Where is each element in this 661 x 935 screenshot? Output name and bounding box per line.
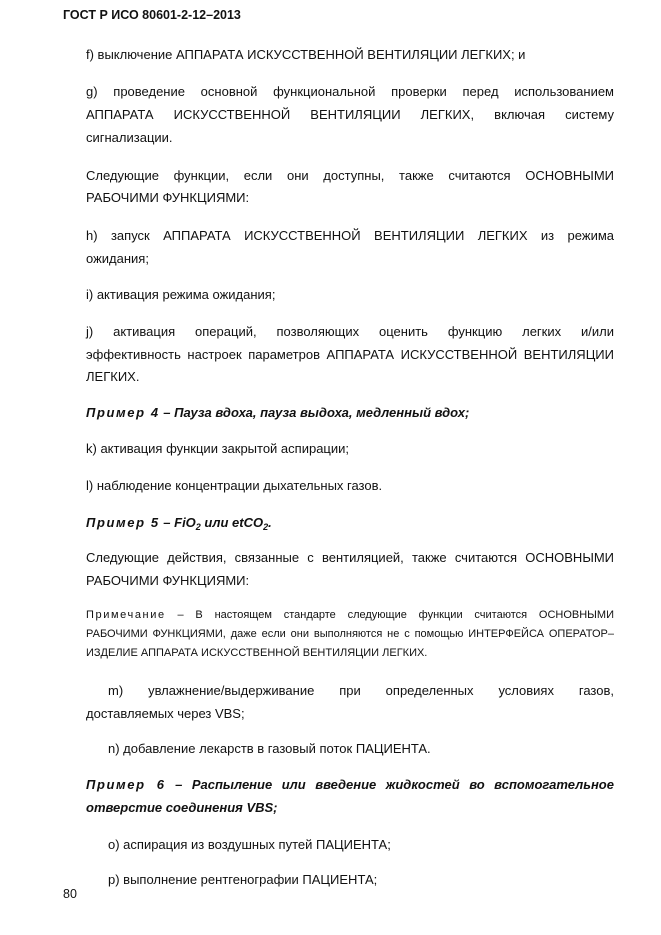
list-item-p: p) выполнение рентгенографии ПАЦИЕНТА; xyxy=(108,872,378,887)
list-item-n: n) добавление лекарств в газовый поток ПАЦИЕНТА. xyxy=(108,741,431,756)
list-item-m-line1: m) увлажнение/выдерживание при определенных условиях газов, xyxy=(108,683,614,698)
example-5-sub-a: 2 xyxy=(195,522,201,532)
example-4-text: – Пауза вдоха, пауза выдоха, медленный вдох; xyxy=(159,405,470,420)
example-5-text-b: или etCO xyxy=(200,515,264,530)
example-5-label: Пример 5 xyxy=(86,515,160,530)
paragraph-ventilation-actions-line1: Следующие действия, связанные с вентиляцией, также считаются ОСНОВНЫМИ xyxy=(86,550,614,565)
list-item-k: k) активация функции закрытой аспирации; xyxy=(86,441,350,456)
document-header: ГОСТ Р ИСО 80601-2-12–2013 xyxy=(63,8,241,22)
paragraph-basic-functions-line1: Следующие функции, если они доступны, также считаются ОСНОВНЫМИ xyxy=(86,168,614,183)
example-6-line2: отверстие соединения VBS; xyxy=(86,800,278,815)
list-item-j-line1: j) активация операций, позволяющих оценить функцию легких и/или xyxy=(86,324,614,339)
example-6-label: Пример 6 xyxy=(86,777,166,792)
example-6-text: – Распыление или введение жидкостей во вспомогательное xyxy=(165,777,614,792)
list-item-i: i) активация режима ожидания; xyxy=(86,287,276,302)
example-5-text-a: – FiO xyxy=(159,515,196,530)
list-item-h-line1: h) запуск АППАРАТА ИСКУССТВЕННОЙ ВЕНТИЛЯЦИИ ЛЕГКИХ из режима xyxy=(86,228,614,243)
note-line1-text: – В настоящем стандарте следующие функции считаются ОСНОВНЫМИ xyxy=(165,609,614,621)
list-item-l: l) наблюдение концентрации дыхательных газов. xyxy=(86,478,383,493)
note-line1 xyxy=(86,608,614,623)
list-item-j-line3: ЛЕГКИХ. xyxy=(86,369,140,384)
list-item-g-line1: g) проведение основной функциональной проверки перед использованием xyxy=(86,84,614,99)
list-item-g-line2: АППАРАТА ИСКУССТВЕННОЙ ВЕНТИЛЯЦИИ ЛЕГКИХ, включая систему xyxy=(86,107,614,122)
note-line3: ИЗДЕЛИЕ АППАРАТА ИСКУССТВЕННОЙ ВЕНТИЛЯЦИИ ЛЕГКИХ. xyxy=(86,647,428,659)
paragraph-basic-functions-line2: РАБОЧИМИ ФУНКЦИЯМИ: xyxy=(86,190,250,205)
example-6-line1 xyxy=(86,777,614,792)
example-5-text-c: . xyxy=(268,515,272,530)
example-4 xyxy=(86,405,614,420)
note-label: Примечание xyxy=(86,609,166,621)
list-item-m-line2: доставляемых через VBS; xyxy=(86,706,245,721)
list-item-f: f) выключение АППАРАТА ИСКУССТВЕННОЙ ВЕНТИЛЯЦИИ ЛЕГКИХ; и xyxy=(86,47,526,62)
note-line2: РАБОЧИМИ ФУНКЦИЯМИ, даже если они выполняются не с помощью ИНТЕРФЕЙСА ОПЕРАТОР– xyxy=(86,628,614,640)
list-item-g-line3: сигнализации. xyxy=(86,130,173,145)
example-5 xyxy=(86,515,614,530)
list-item-o: o) аспирация из воздушных путей ПАЦИЕНТА; xyxy=(108,837,391,852)
example-4-label: Пример 4 xyxy=(86,405,160,420)
paragraph-ventilation-actions-line2: РАБОЧИМИ ФУНКЦИЯМИ: xyxy=(86,573,250,588)
list-item-j-line2: эффективность настроек параметров АППАРАТА ИСКУССТВЕННОЙ ВЕНТИЛЯЦИИ xyxy=(86,347,614,362)
page-number: 80 xyxy=(63,887,77,901)
list-item-h-line2: ожидания; xyxy=(86,251,149,266)
example-5-sub-b: 2 xyxy=(263,522,269,532)
